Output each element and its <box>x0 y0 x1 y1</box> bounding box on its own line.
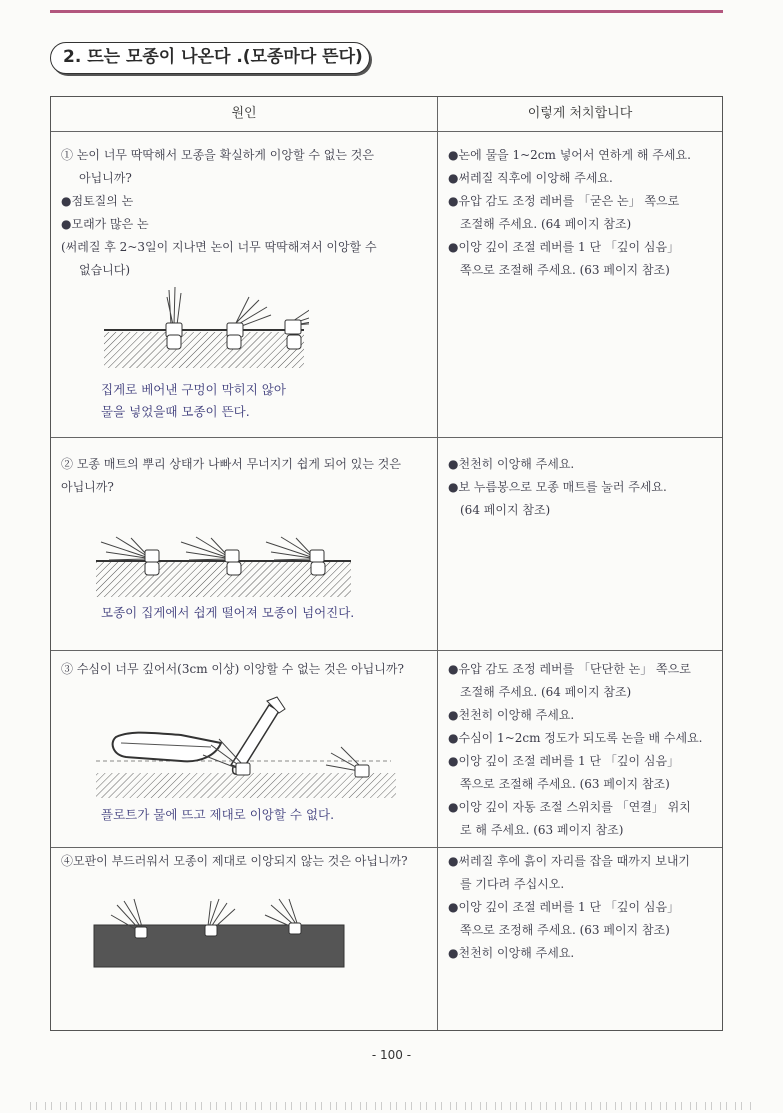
header-cause: 원인 <box>231 106 257 121</box>
header-divider <box>51 131 722 132</box>
remedy-3 <box>448 658 702 842</box>
row-divider <box>51 847 722 848</box>
remedy-line: 쪽으로 조절해 주세요. (63 페이지 참조) <box>460 777 670 791</box>
illustration-soft-bed <box>89 897 349 972</box>
cause-line: 아닙니까? <box>61 480 114 494</box>
remedy-line: ●수심이 1~2cm 정도가 되도록 논을 배 수세요. <box>448 731 703 745</box>
cause-3 <box>61 658 404 681</box>
remedy-line: ●천천히 이앙해 주세요. <box>448 457 575 471</box>
cause-2 <box>61 453 401 499</box>
cause-line: ●모래가 많은 논 <box>61 217 149 231</box>
remedy-line: ●써레질 직후에 이앙해 주세요. <box>448 171 613 185</box>
remedy-line: ●천천히 이앙해 주세요. <box>448 946 575 960</box>
illustration-floating-float <box>91 695 401 805</box>
remedy-line: (64 페이지 참조) <box>460 503 551 517</box>
illustration-caption-2 <box>101 602 354 624</box>
remedy-line: 쪽으로 조정해 주세요. (63 페이지 참조) <box>460 923 670 937</box>
row-divider <box>51 650 722 651</box>
troubleshooting-table <box>50 96 723 1031</box>
remedy-1 <box>448 144 691 282</box>
remedy-line: ●천천히 이앙해 주세요. <box>448 708 575 722</box>
remedy-line: ●이앙 깊이 조절 레버를 1 단 「깊이 심음」 <box>448 754 680 768</box>
remedy-4 <box>448 850 690 965</box>
cause-line: ③ 수심이 너무 깊어서(3cm 이상) 이앙할 수 없는 것은 아닙니까? <box>61 662 404 676</box>
cause-line: 없습니다) <box>79 263 131 277</box>
scan-artifact-strip <box>30 1102 753 1110</box>
remedy-line: 로 해 주세요. (63 페이지 참조) <box>460 823 624 837</box>
remedy-line: ●유압 감도 조정 레버를 「단단한 논」 쪽으로 <box>448 662 691 676</box>
cause-1 <box>61 144 377 282</box>
page-number: - 100 - <box>371 1048 412 1062</box>
section-title: 2. 뜨는 모종이 나온다 .(모종마다 뜬다) <box>50 42 370 74</box>
caption-line: 모종이 집게에서 쉽게 떨어져 모종이 넘어진다. <box>101 605 355 620</box>
header-remedy: 이렇게 처치합니다 <box>527 106 633 121</box>
row-divider <box>51 437 722 438</box>
cause-line: ① 논이 너무 딱딱해서 모종을 확실하게 이앙할 수 없는 것은 <box>61 148 374 162</box>
cause-line: ●점토질의 논 <box>61 194 134 208</box>
caption-line: 집게로 베어낸 구멍이 막히지 않아 <box>101 382 286 397</box>
remedy-line: ●써레질 후에 흙이 자리를 잡을 때까지 보내기 <box>448 854 691 868</box>
caption-line: 플로트가 물에 뜨고 제대로 이앙할 수 없다. <box>101 807 335 822</box>
remedy-line: 쪽으로 조절해 주세요. (63 페이지 참조) <box>460 263 670 277</box>
illustration-hard-field <box>99 285 309 375</box>
cause-4 <box>61 850 408 873</box>
remedy-line: 를 기다려 주십시오. <box>460 877 565 891</box>
remedy-line: ●이앙 깊이 조절 레버를 1 단 「깊이 심음」 <box>448 900 680 914</box>
column-divider <box>437 97 438 1030</box>
remedy-2 <box>448 453 667 522</box>
remedy-line: ●유압 감도 조정 레버를 「굳은 논」 쪽으로 <box>448 194 680 208</box>
cause-line: ④모판이 부드러워서 모종이 제대로 이앙되지 않는 것은 아닙니까? <box>61 854 408 868</box>
top-rule <box>50 10 723 13</box>
caption-line: 물을 넣었을때 모종이 뜬다. <box>101 404 250 419</box>
illustration-caption-1 <box>101 379 286 423</box>
cause-line: ② 모종 매트의 뿌리 상태가 나빠서 무너지기 쉽게 되어 있는 것은 <box>61 457 401 471</box>
cause-line: (써레질 후 2~3일이 지나면 논이 너무 딱딱해져서 이앙할 수 <box>61 240 377 254</box>
remedy-line: ●이앙 깊이 자동 조절 스위치를 「연결」 위치 <box>448 800 691 814</box>
illustration-caption-3 <box>101 804 334 826</box>
remedy-line: 조절해 주세요. (64 페이지 참조) <box>460 217 632 231</box>
cause-line: 아닙니까? <box>79 171 132 185</box>
remedy-line: ●논에 물을 1~2cm 넣어서 연하게 해 주세요. <box>448 148 691 162</box>
remedy-line: 조절해 주세요. (64 페이지 참조) <box>460 685 632 699</box>
remedy-line: ●이앙 깊이 조절 레버를 1 단 「깊이 심음」 <box>448 240 680 254</box>
remedy-line: ●보 누름봉으로 모종 매트를 눌러 주세요. <box>448 480 667 494</box>
illustration-fallen-seedlings <box>91 532 361 602</box>
